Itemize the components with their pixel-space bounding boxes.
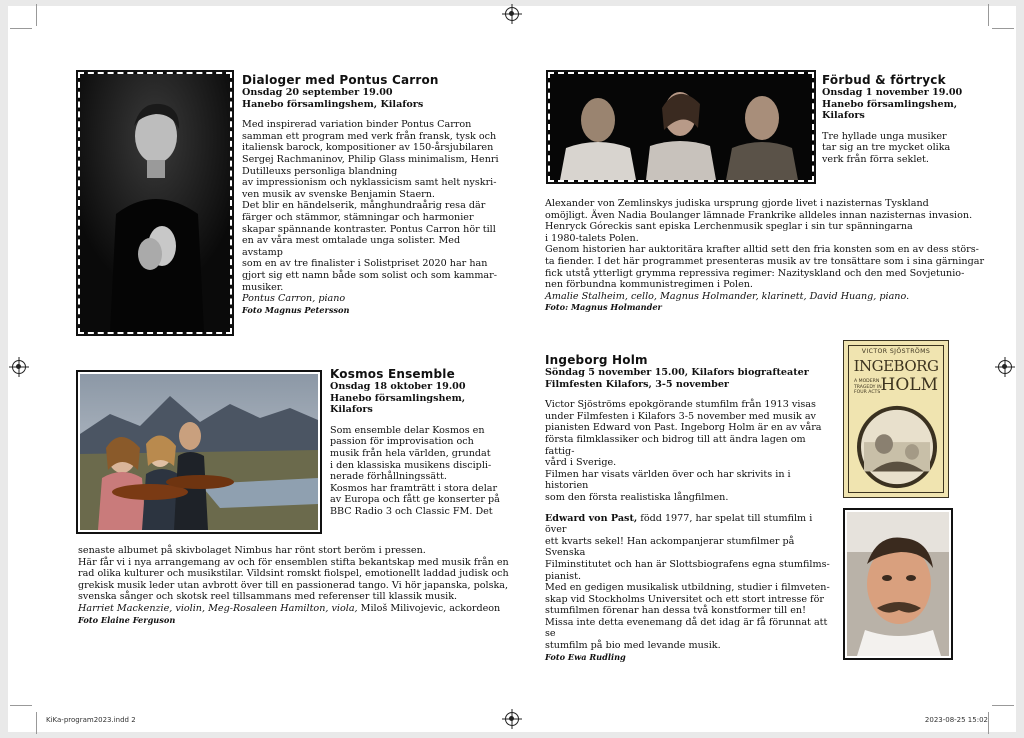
body-line: skapar spännande kontraster. Pontus Carron hör till xyxy=(242,223,496,235)
body-line: pianisten Edward von Past. Ingeborg Holm är en av våra xyxy=(545,422,822,434)
body-line: Dutilleuxs personliga blandning xyxy=(242,165,398,177)
forbud-header xyxy=(822,73,982,166)
body-line: Victor Sjöströms epokgörande stumfilm från 1913 visas xyxy=(545,399,816,411)
body-line: ven musik av svenske Benjamin Staern. xyxy=(242,188,435,200)
edward-first-line: född 1977, har spelat till stumfilm i över xyxy=(545,512,813,536)
crop-mark xyxy=(988,712,989,734)
body-line: som en av tre finalister i Solistpriset 2020 har han xyxy=(242,258,488,270)
body-line: BBC Radio 3 och Classic FM. Det xyxy=(330,505,493,517)
body-line: grekisk musik leder utan avbrott över till en passionerad tango. Vi hör japanska, polska, xyxy=(78,579,509,591)
registration-mark-icon xyxy=(505,712,519,726)
body-line: färger och stämmor, stämningar och harmonier xyxy=(242,211,474,223)
body-line: stumfilmen förenar han dessa två konstformer till en! xyxy=(545,605,806,617)
body-line: Sergej Rachmaninov, Philip Glass minimalism, Henri xyxy=(242,153,499,165)
body-line: nerade förhållningssätt. xyxy=(330,471,447,483)
body-line: i 1980-talets Polen. xyxy=(545,232,639,244)
poster-title-line1: INGEBORG xyxy=(853,357,939,375)
kosmos-ensemble-photo xyxy=(78,372,320,532)
registration-mark-icon xyxy=(12,360,26,374)
body-line: Kosmos har framträtt i stora delar xyxy=(330,482,498,494)
forbud-photo-credit: Foto: Magnus Holmander xyxy=(545,302,662,313)
body-line: passion för improvisation och xyxy=(330,436,474,448)
dialoger-article xyxy=(242,73,504,316)
body-line: Missa inte detta evenemang då det idag är få förunnat att se xyxy=(545,616,828,640)
body-line: nen förbundna kommunistregimen i Polen. xyxy=(545,279,753,291)
crop-mark xyxy=(36,712,37,734)
body-line: svenska sånger och skotsk reel tillsammans med referenser till klassik musik. xyxy=(78,591,458,603)
footer-timestamp: 2023-08-25 15:02 xyxy=(924,716,988,724)
crop-mark xyxy=(36,4,37,26)
kosmos-body xyxy=(78,545,518,626)
body-line: Som ensemble delar Kosmos en xyxy=(330,424,485,436)
body-line: fick utstå ytterligt grymma repressiva regimer: Nazityskland och den med Sovjetunio- xyxy=(545,267,965,279)
poster-still-image xyxy=(854,403,940,491)
body-line: senaste albumet på skivbolaget Nimbus har rönt stort beröm i pressen. xyxy=(78,545,426,556)
registration-mark-icon xyxy=(505,7,519,21)
body-line: gjort sig ett namn både som solist och som kammar- xyxy=(242,269,497,281)
kosmos-header xyxy=(330,367,510,518)
body-line: Genom historien har auktoritära krafter alltid sett den fria konsten som en av dess störs- xyxy=(545,244,979,256)
kosmos-performers xyxy=(78,603,518,615)
dialoger-photo-credit: Foto Magnus Petersson xyxy=(242,304,350,315)
body-line: Det blir en händelserik, månghundraårig resa där xyxy=(242,200,486,212)
body-line: stumfilm på bio med levande musik. xyxy=(545,640,721,652)
body-line: Filmen har visats världen över och har skrivits in i historien xyxy=(545,468,791,492)
body-line: i den klassiska musikens discipli- xyxy=(330,459,492,471)
body-line: första filmklassiker och bidrog till att ändra lagen om fattig- xyxy=(545,433,806,457)
forbud-date: Onsdag 1 november 19.00 xyxy=(822,87,963,98)
crop-mark xyxy=(10,705,32,706)
body-line: under Filmfesten i Kilafors 3-5 november med musik av xyxy=(545,410,816,422)
body-line: omöjligt. Även Nadia Boulanger lämnade Frankrike alldeles innan nazisternas invasion. xyxy=(545,209,973,221)
body-line: pianist. xyxy=(545,570,582,582)
kosmos-venue: Kilafors xyxy=(330,404,373,416)
dialoger-venue: Hanebo församlingshem, Kilafors xyxy=(242,98,424,110)
body-line: samman ett program med verk från fransk, tysk och xyxy=(242,130,497,142)
crop-mark xyxy=(992,28,1014,29)
body-line: Med en gedigen musikalisk utbildning, studier i filmveten- xyxy=(545,582,830,594)
poster-tag-line: A MODERN xyxy=(854,379,880,384)
body-line: musik från hela världen, grundat xyxy=(330,447,491,459)
poster-tag-line: FOUR ACTS xyxy=(854,390,881,396)
ingeborg-title: Ingeborg Holm xyxy=(545,353,648,367)
kosmos-title: Kosmos Ensemble xyxy=(330,367,455,381)
poster-tag-line: TRAGEDY IN xyxy=(854,384,882,390)
body-line: Filminstitutet och han är Slottsbiografens egna stumfilms- xyxy=(545,558,830,570)
body-line: Tre hyllade unga musiker xyxy=(822,130,947,142)
body-line: Med inspirerad variation binder Pontus Carron xyxy=(242,119,472,131)
edward-von-past-photo xyxy=(845,510,951,658)
forbud-performers: Amalie Stalheim, cello, Magnus Holmander, klarinett, David Huang, piano. xyxy=(545,290,910,302)
body-line: en av våra mest omtalade unga solister. Med avstamp xyxy=(242,235,461,258)
poster-top-text: VICTOR SJÖSTRÖMS xyxy=(861,348,931,355)
poster-tagline xyxy=(854,379,882,396)
body-line: ett kvarts sekel! Han ackompanjerar stumfilmer på Svenska xyxy=(545,535,795,559)
ingeborg-article xyxy=(545,353,835,663)
forbud-venue: Hanebo församlingshem, xyxy=(822,98,958,110)
body-line: Alexander von Zemlinskys judiska ursprung gjorde livet i nazisternas Tyskland xyxy=(545,198,929,209)
crop-mark xyxy=(992,705,1014,706)
body-line: tar sig an tre mycket olika xyxy=(822,142,951,154)
crop-mark xyxy=(988,4,989,26)
ingeborg-photo-credit: Foto Ewa Rudling xyxy=(545,651,626,662)
ingeborg-date: Söndag 5 november 15.00, Kilafors biografteater xyxy=(545,367,809,378)
registration-mark-icon xyxy=(998,360,1012,374)
pontus-carron-photo xyxy=(78,72,232,334)
body-line: av Europa och fått ge konserter på xyxy=(330,494,500,506)
forbud-title: Förbud & förtryck xyxy=(822,73,946,87)
kosmos-performers-italic: Harriet Mackenzie, violin, Meg-Rosaleen Hamilton, viola, xyxy=(78,602,358,614)
body-line: Henryck Góreckis sant episka Lerchenmusik speglar i sin tur spänningarna xyxy=(545,221,913,233)
kosmos-date: Onsdag 18 oktober 19.00 xyxy=(330,381,466,392)
body-line: italiensk barock, kompositioner av 150-årsjubilaren xyxy=(242,142,494,154)
kosmos-photo-credit: Foto Elaine Ferguson xyxy=(78,614,176,625)
body-line: ta fiender. I det här programmet presenteras musik av tre tonsättare som i sina gärningar xyxy=(545,255,985,267)
edward-intro xyxy=(545,513,835,536)
body-line: musiker. xyxy=(242,281,284,293)
footer-file-name: KiKa-program2023.indd 2 xyxy=(46,716,136,724)
kosmos-venue: Hanebo församlingshem, xyxy=(330,392,466,404)
body-line: verk från förra seklet. xyxy=(822,153,929,165)
dialoger-title: Dialoger med Pontus Carron xyxy=(242,73,439,87)
forbud-venue: Kilafors xyxy=(822,110,865,122)
forbud-trio-photo xyxy=(548,72,814,182)
dialoger-date: Onsdag 20 september 19.00 xyxy=(242,87,393,98)
body-line: skap vid Stockholms Universitet och ett stort intresse för xyxy=(545,593,824,605)
poster-title-line2: HOLM xyxy=(880,375,938,395)
body-line: vård i Sverige. xyxy=(545,457,617,469)
forbud-body xyxy=(545,198,985,314)
body-line: rad olika kulturer och musikstilar. Vildsint romskt fiolspel, emotionellt laddad judisk och xyxy=(78,568,509,580)
body-line: Här får vi i nya arrangemang av och för ensemblen stifta bekantskap med musik från en xyxy=(78,556,509,568)
kosmos-performers-plain: Miloš Milivojevic, ackordeon xyxy=(357,602,501,614)
dialoger-performer: Pontus Carron, piano xyxy=(242,293,346,305)
body-line: som den första realistiska långfilmen. xyxy=(545,491,729,503)
body-line: av impressionism och nyklassicism samt helt nyskri- xyxy=(242,177,497,189)
crop-mark xyxy=(10,28,32,29)
edward-name: Edward von Past, xyxy=(545,512,638,524)
ingeborg-holm-poster xyxy=(843,340,949,498)
ingeborg-festival: Filmfesten Kilafors, 3-5 november xyxy=(545,378,729,390)
